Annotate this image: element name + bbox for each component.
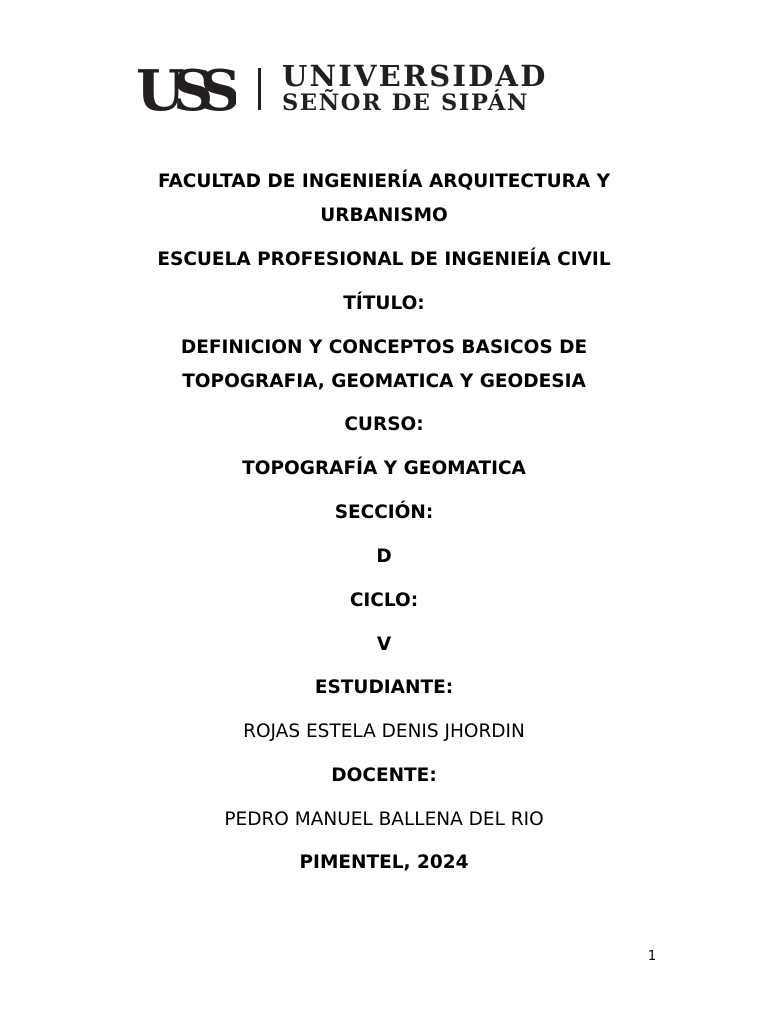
title-line-2: TOPOGRAFIA, GEOMATICA Y GEODESIA: [182, 371, 586, 392]
title-line-1: DEFINICION Y CONCEPTOS BASICOS DE: [180, 337, 588, 358]
cycle-value: V: [376, 634, 392, 655]
faculty-line-2: URBANISMO: [320, 205, 448, 226]
logo-divider: [258, 68, 261, 110]
student-name: ROJAS ESTELA DENIS JHORDIN: [243, 721, 525, 742]
teacher-name: PEDRO MANUEL BALLENA DEL RIO: [224, 809, 544, 830]
uss-monogram: [136, 60, 236, 118]
student-label: ESTUDIANTE:: [314, 677, 454, 698]
course-label: CURSO:: [344, 414, 424, 435]
school-name: ESCUELA PROFESIONAL DE INGENIEÍA CIVIL: [157, 249, 611, 270]
page-number: 1: [647, 949, 657, 964]
logo-university-text: UNIVERSIDAD: [282, 59, 548, 93]
uss-monogram-text: USS: [136, 60, 229, 118]
section-value: D: [376, 546, 392, 567]
place-date: PIMENTEL, 2024: [299, 852, 469, 873]
logo-name-text: SEÑOR DE SIPÁN: [282, 90, 530, 116]
title-label: TÍTULO:: [343, 293, 425, 314]
teacher-label: DOCENTE:: [331, 765, 437, 786]
faculty-line-1: FACULTAD DE INGENIERÍA ARQUITECTURA Y: [157, 171, 611, 192]
section-label: SECCIÓN:: [334, 502, 434, 523]
university-logo: [136, 60, 596, 118]
cycle-label: CICLO:: [349, 590, 419, 611]
course-value: TOPOGRAFÍA Y GEOMATICA: [242, 458, 526, 479]
